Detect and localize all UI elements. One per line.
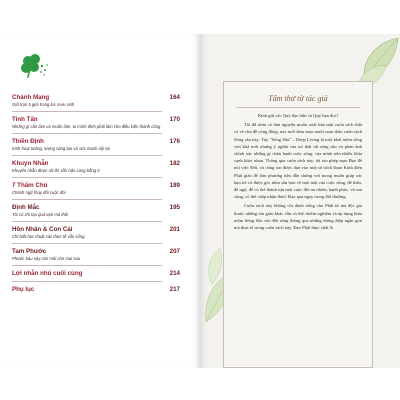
toc-entry-title: Khuyn Nhẫn [12, 160, 49, 167]
toc-entry-page: 176 [169, 138, 180, 145]
toc-divider [12, 221, 162, 222]
table-of-contents [12, 94, 180, 294]
toc-divider [12, 281, 162, 282]
toc-entry-page: 170 [169, 116, 180, 123]
toc-entry-page: 207 [169, 248, 180, 255]
toc-entry[interactable] [12, 116, 180, 134]
toc-divider [12, 265, 162, 266]
toc-entry-title: Chánh Mạng [12, 94, 50, 101]
toc-entry[interactable] [12, 270, 180, 282]
title-divider [236, 107, 360, 108]
toc-entry-subtitle: Giữ trọn 5 giới trong lúc mưu sinh [12, 102, 75, 107]
toc-entry-subtitle: Khuyên nhẫn được rời thì sẵn hận cùng bằng 0 [12, 168, 100, 173]
toc-entry[interactable] [12, 204, 180, 222]
toc-entry-page: 189 [169, 182, 180, 189]
letter-paragraph: Tôi đã ươm cả tâm nguyện muốn xuất bản một cuốn sách thật có về chủ đề cộng đồng, nay mới dám mạo muội soạn thảo cuốn sách Sống sâu này. Tựy "Sống Sâu" – Deep Living là một khái niệm sống còn khá mới nhưng ý nghĩa của nó thật rất rộng sâu và phản ánh chính xác những gì chân hạnh cuộc sống, của mình nên nhiều khía cạnh khác nhau. Thông qua cuốn sách này, tôi xin phép mạo Đạo để nói việc Đời, và cũng xin được dựa vào một số trích đoạn Kinh điển Phật giáo để làm phương tiện dẫn chứng vơi mong muốn giúp các bạn trẻ có được góc nhìn sâu hơn về một mặt của cuộc sống, để thấu, để ngộ, để có thể thành tựu một cuộc đời an nhiên, hạnh phúc, và sau cùng, có thể chấp nhận được Đạo quả ngay trong đời thường. [234, 122, 362, 200]
toc-entry-subtitle: Chỉ biết học thuật các thực tế vẫn sống [12, 234, 85, 239]
left-page [0, 34, 200, 368]
toc-entry-page: 201 [169, 226, 180, 233]
toc-entry-page: 214 [169, 270, 180, 277]
toc-entry-page: 164 [169, 94, 180, 101]
toc-entry-page: 217 [169, 286, 180, 293]
toc-entry[interactable] [12, 160, 180, 178]
toc-entry-subtitle: Những gì cần làm và muốn làm, tu mình định phải làm cho điều kiện thành công [12, 124, 161, 129]
toc-entry[interactable] [12, 94, 180, 112]
letter-greeting: Kính gửi các Quý đạo hữu và Quý bạn đọc! [257, 113, 339, 118]
clover-logo-icon [14, 52, 52, 82]
letter-body [234, 112, 362, 233]
toc-entry-title: Tam Phước [12, 248, 47, 255]
toc-entry-page: 182 [169, 160, 180, 167]
toc-divider [12, 155, 162, 156]
toc-entry-title: 7 Thẩm Chú [12, 182, 48, 189]
letter-title: Tâm thư từ tác giả [268, 94, 328, 103]
toc-entry[interactable] [12, 248, 180, 266]
letter-frame [223, 81, 373, 368]
toc-entry-title: Tinh Tấn [12, 116, 38, 123]
book-spread [0, 34, 400, 368]
toc-divider [12, 177, 162, 178]
toc-entry[interactable] [12, 286, 180, 294]
toc-divider [12, 111, 162, 112]
toc-entry[interactable] [12, 182, 180, 200]
toc-divider [12, 133, 162, 134]
toc-divider [12, 243, 162, 244]
toc-entry[interactable] [12, 138, 180, 156]
toc-entry-page: 195 [169, 204, 180, 211]
toc-entry-subtitle: Tôi có chi tạo quả tạm mà thôi [12, 212, 69, 217]
toc-entry-title: Định Mắc [12, 204, 40, 211]
toc-divider [12, 199, 162, 200]
toc-entry-subtitle: Kinh hoạt tưởng, lượng sáng tạo và sức mạnh nội tại [12, 146, 110, 151]
toc-entry-subtitle: Phước báu này còn mãi cho mai sau [12, 256, 81, 261]
toc-entry-title: Lời nhắn nhủ cuối cùng [12, 270, 83, 277]
toc-entry-title: Thiền Định [12, 138, 44, 145]
toc-entry-title: Hôn Nhân & Con Cái [12, 226, 73, 233]
toc-entry-title: Phụ lục [12, 286, 35, 293]
toc-entry[interactable] [12, 226, 180, 244]
letter-paragraph: Cuốn sách này không chỉ dành riêng cho Phật tử mà độc giả thuộc những tôn giáo khác vẫn có thể chiêm nghiệm và áp dụng khái niệm Sống Sâu vào đời sống thông qua những thông điệp ngắn gọn mà thực tế trong cuốn sách này. Đạo Phật thực chất là [234, 203, 362, 231]
toc-entry-subtitle: Chánh ngữ thay đổi cuộc đời [12, 190, 66, 195]
